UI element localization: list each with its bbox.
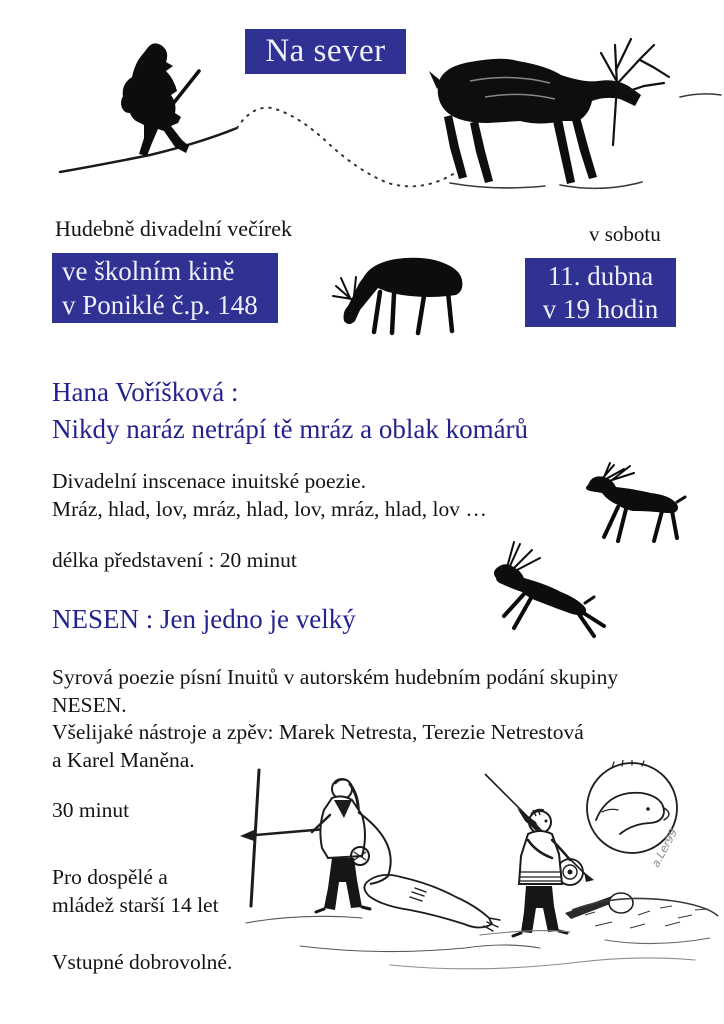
harpoon-icon [240,770,349,906]
hunter-walking-illustration [121,43,199,156]
show1-desc-line2: Mráz, hlad, lov, mráz, hlad, lov, mráz, hlad, lov … [52,497,487,521]
ground-texture [246,916,710,969]
reindeer-leaping-lower-illustration [490,540,616,642]
inuit-hunters-scene-illustration [240,760,724,990]
audience-line1: Pro dospělé a [52,865,168,889]
show2-duration: 30 minut [52,798,130,822]
datetime-box [525,258,676,327]
date-line: 11. dubna [547,260,654,291]
bare-tree-illustration [601,39,669,145]
show1-heading [52,374,528,448]
reindeer-standing-by-tree-illustration [429,39,721,188]
mound-illustration [565,893,718,928]
dragged-body-illustration [364,875,500,931]
reindeer-grazing-illustration [330,248,472,338]
show1-title: Nikdy naráz netrápí tě mráz a oblak komárů [52,414,529,444]
show1-desc-line1: Divadelní inscenace inuitské poezie. [52,469,367,493]
hill-slope-line [60,128,237,172]
show2-desc-line3: Všelijaké nástroje a zpěv: Marek Netresta, Terezie Netrestová [52,720,584,744]
show1-author: Hana Voříšková : [52,377,239,407]
reindeer-leaping-upper-illustration [578,461,692,545]
dotted-trail-illustration [237,108,455,187]
show2-title: NESEN : Jen jedno je velký [52,604,356,634]
left-hunter-illustration [312,779,391,912]
artist-signature: a.Ler99 [649,826,681,870]
show1-duration: délka představení : 20 minut [52,548,297,572]
show2-desc-line1: Syrová poezie písní Inuitů v autorském hudebním podání skupiny [52,665,619,689]
audience-note [52,863,219,919]
event-type-label: Hudebně divadelní večírek [55,216,293,241]
time-line: v 19 hodin [542,293,659,324]
show2-desc-line2: NESEN. [52,692,127,717]
venue-line1: ve školním kině [62,256,235,286]
show1-description [52,467,487,523]
right-hunter-illustration [485,774,594,936]
poster-title [245,29,406,74]
venue-line2: v Poniklé č.p. 148 [62,290,258,320]
admission-note: Vstupné dobrovolné. [52,950,233,974]
show2-desc-line4: a Karel Maněna. [52,747,195,772]
show2-description [52,664,618,774]
poster-title-text: Na sever [265,33,386,69]
venue-box [52,253,278,323]
audience-line2: mládež starší 14 let [52,893,219,917]
day-label: v sobotu [589,222,661,246]
